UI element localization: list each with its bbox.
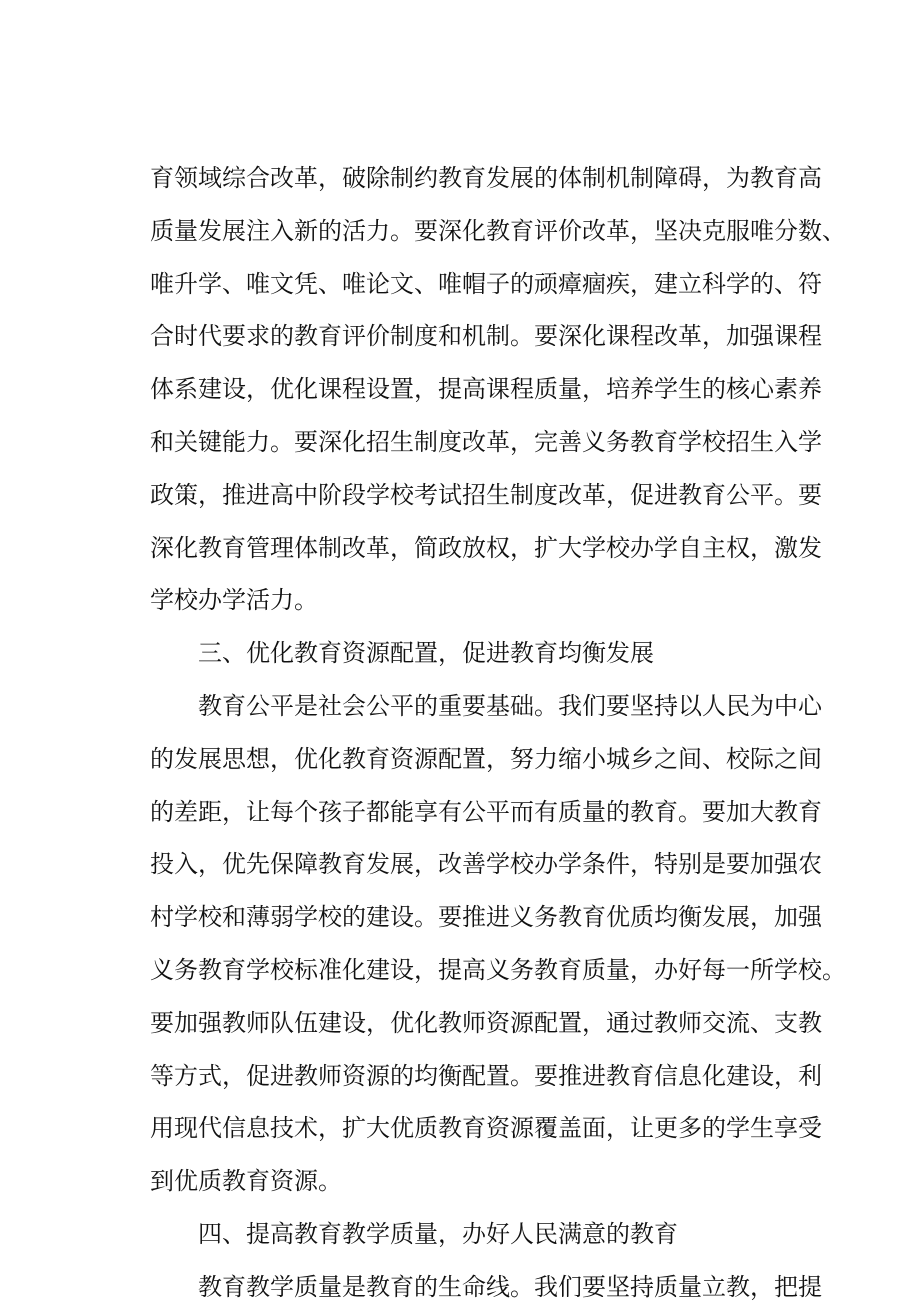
text-line: 投入，优先保障教育发展，改善学校办学条件，特别是要加强农 [150,850,822,879]
text-line: 的发展思想，优化教育资源配置，努力缩小城乡之间、校际之间 [150,744,822,773]
text-line: 等方式，促进教师资源的均衡配置。要推进教育信息化建设，利 [150,1061,822,1090]
text-line: 教育教学质量是教育的生命线。我们要坚持质量立教，把提 [198,1272,822,1301]
text-line: 政策，推进高中阶段学校考试招生制度改革，促进教育公平。要 [150,480,822,509]
paragraph-education-reform [150,152,846,627]
text-line: 深化教育管理体制改革，简政放权，扩大学校办学自主权，激发 [150,533,822,562]
section-heading-3: 三、优化教育资源配置，促进教育均衡发展 [198,639,654,668]
text-line: 义务教育学校标准化建设，提高义务教育质量，办好每一所学校。 [150,955,846,984]
text-line: 质量发展注入新的活力。要深化教育评价改革，坚决克服唯分数、 [150,216,846,245]
text-line: 村学校和薄弱学校的建设。要推进义务教育优质均衡发展，加强 [150,903,822,932]
text-line: 唯升学、唯文凭、唯论文、唯帽子的顽瘴痼疾，建立科学的、符 [150,269,822,298]
paragraph-resource-allocation [150,680,846,1208]
text-line: 育领域综合改革，破除制约教育发展的体制机制障碍，为教育高 [150,164,822,192]
text-line: 学校办学活力。 [150,586,318,615]
text-line: 要加强教师队伍建设，优化教师资源配置，通过教师交流、支教 [150,1008,822,1037]
paragraph-teaching-quality [150,1261,822,1314]
text-line: 和关键能力。要深化招生制度改革，完善义务教育学校招生入学 [150,427,822,456]
section-heading-4: 四、提高教育教学质量，办好人民满意的教育 [198,1219,678,1248]
text-line: 用现代信息技术，扩大优质教育资源覆盖面，让更多的学生享受 [150,1114,822,1143]
text-line: 到优质教育资源。 [150,1167,342,1196]
document-body [150,152,846,1314]
text-line: 体系建设，优化课程设置，提高课程质量，培养学生的核心素养 [150,375,822,404]
text-line: 教育公平是社会公平的重要基础。我们要坚持以人民为中心 [198,691,822,720]
text-line: 合时代要求的教育评价制度和机制。要深化课程改革，加强课程 [150,322,822,351]
text-line: 的差距，让每个孩子都能享有公平而有质量的教育。要加大教育 [150,797,822,826]
